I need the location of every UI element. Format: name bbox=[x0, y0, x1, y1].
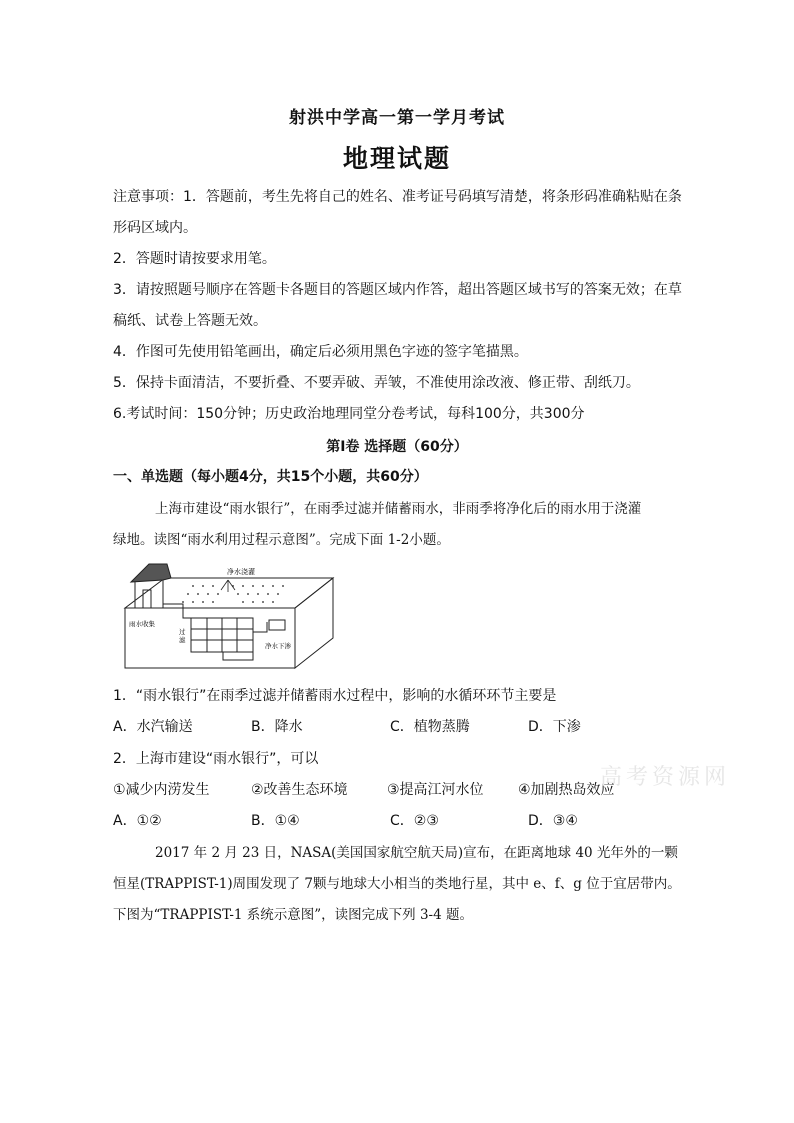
ground-box-side bbox=[295, 578, 333, 668]
q2-statement-2: ②改善生态环境 bbox=[251, 782, 348, 798]
outflow-pipe bbox=[253, 622, 267, 632]
house-door bbox=[143, 590, 151, 608]
q1-option-d: D．下渗 bbox=[528, 719, 581, 735]
section-heading: 一、单选题（每小题4分，共15个小题，共60分） bbox=[113, 469, 428, 485]
note-line-3b: 稿纸、试卷上答题无效。 bbox=[113, 313, 267, 329]
passage2-line2: 恒星(TRAPPIST-1)周围发现了 7颗与地球大小相当的类地行星，其中 e、f、g 位于宜居带内。 bbox=[113, 876, 681, 892]
label-seep: 净水下渗 bbox=[265, 642, 291, 650]
watermark: 高考资源网 bbox=[600, 765, 731, 790]
part-title: 第Ⅰ卷 选择题（60分） bbox=[326, 439, 468, 455]
note-line-1b: 形码区域内。 bbox=[113, 220, 197, 236]
collection-pipe bbox=[163, 604, 191, 618]
q1-option-b: B．降水 bbox=[251, 719, 303, 735]
q2-option-d: D．③④ bbox=[528, 813, 578, 829]
note-line-6: 6.考试时间：150分钟；历史政治地理同堂分卷考试，每科100分，共300分 bbox=[113, 406, 585, 422]
label-collect: 雨水收集 bbox=[129, 620, 155, 628]
label-filter-2: 滤 bbox=[179, 636, 186, 644]
ground-box-top bbox=[125, 578, 333, 608]
seep-unit bbox=[269, 620, 285, 630]
q2-stem: 2．上海市建设“雨水银行”，可以 bbox=[113, 751, 319, 767]
q2-statement-3: ③提高江河水位 bbox=[387, 782, 484, 798]
q1-stem: 1．“雨水银行”在雨季过滤并储蓄雨水过程中，影响的水循环环节主要是 bbox=[113, 688, 557, 704]
pump-base bbox=[223, 652, 253, 660]
q2-statement-4: ④加剧热岛效应 bbox=[518, 782, 615, 798]
school-title: 射洪中学高一第一学月考试 bbox=[289, 108, 505, 128]
subject-title: 地理试题 bbox=[342, 144, 451, 173]
house bbox=[135, 580, 163, 608]
q2-option-b: B．①④ bbox=[251, 813, 300, 829]
passage1-line2: 绿地。读图“雨水利用过程示意图”。完成下面 1-2小题。 bbox=[113, 532, 450, 548]
q1-option-c: C．植物蒸腾 bbox=[390, 719, 470, 735]
note-line-4: 4．作图可先使用铅笔画出，确定后必须用黑色字迹的签字笔描黑。 bbox=[113, 344, 528, 360]
passage1-line1: 上海市建设“雨水银行”，在雨季过滤并储蓄雨水，非雨季将净化后的雨水用于浇灌 bbox=[155, 501, 642, 517]
q1-option-a: A．水汽输送 bbox=[113, 719, 193, 735]
note-line-3: 3．请按照题号顺序在答题卡各题目的答题区域内作答，超出答题区域书写的答案无效；在草 bbox=[113, 282, 682, 298]
note-line-5: 5．保持卡面清洁，不要折叠、不要弄破、弄皱，不准使用涂改液、修正带、刮纸刀。 bbox=[113, 375, 640, 391]
passage2-line1: 2017 年 2 月 23 日，NASA(美国国家航空航天局)宣布，在距离地球 40 光年外的一颗 bbox=[155, 845, 678, 861]
ground-box-front bbox=[125, 608, 295, 668]
note-line-2: 2．答题时请按要求用笔。 bbox=[113, 251, 276, 267]
q2-statement-1: ①减少内涝发生 bbox=[113, 782, 210, 798]
rainwater-diagram bbox=[123, 560, 335, 670]
house-roof bbox=[131, 564, 171, 582]
q2-option-a: A．①② bbox=[113, 813, 162, 829]
label-spray: 净水浇灌 bbox=[227, 568, 255, 576]
note-line-1: 注意事项：1．答题前，考生先将自己的姓名、准考证号码填写清楚，将条形码准确粘贴在条 bbox=[113, 189, 682, 205]
label-filter-1: 过 bbox=[179, 628, 186, 636]
q2-option-c: C．②③ bbox=[390, 813, 439, 829]
passage2-line3: 下图为“TRAPPIST-1 系统示意图”，读图完成下列 3-4 题。 bbox=[113, 907, 473, 923]
